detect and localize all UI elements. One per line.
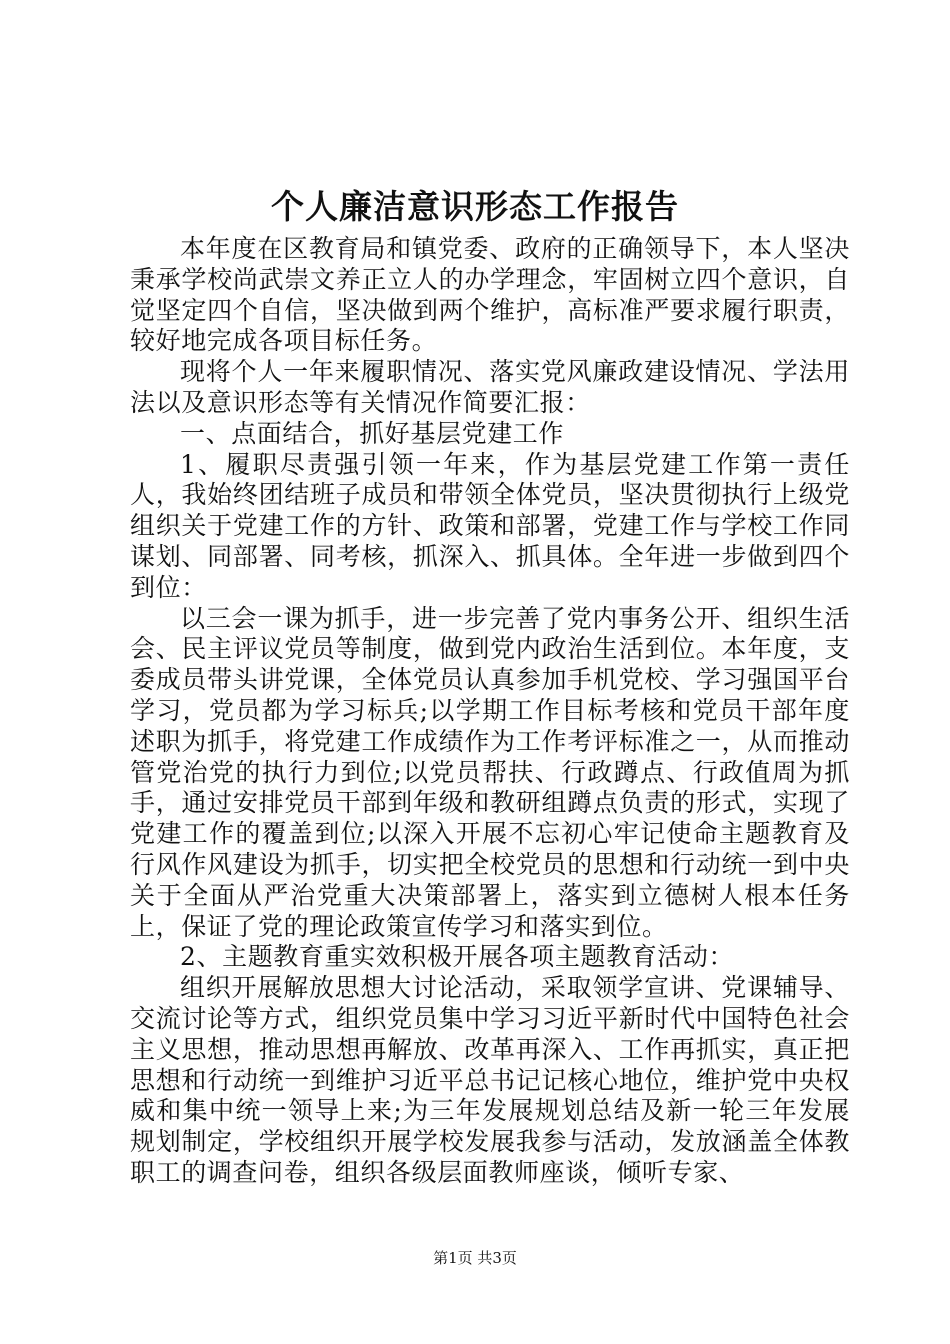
- paragraph: 以三会一课为抓手，进一步完善了党内事务公开、组织生活会、民主评议党员等制度，做到党内政治生活到位。本年度，支委成员带头讲党课，全体党员认真参加手机党校、学习强国平台学习，党员都为学习标兵;以学期工作目标考核和党员干部年度述职为抓手，将党建工作成绩作为工作考评标准之一，从而推动管党治党的执行力到位;以党员帮扶、行政蹲点、行政值周为抓手，通过安排党员干部到年级和教研组蹲点负责的形式，实现了党建工作的覆盖到位;以深入开展不忘初心牢记使命主题教育及行风作风建设为抓手，切实把全校党员的思想和行动统一到中央关于全面从严治党重大决策部署上，落实到立德树人根本任务上，保证了党的理论政策宣传学习和落实到位。: [130, 603, 850, 941]
- page-number: 第1页 共3页: [433, 1249, 517, 1267]
- paragraph: 2、主题教育重实效积极开展各项主题教育活动：: [180, 942, 735, 972]
- paragraph: 本年度在区教育局和镇党委、政府的正确领导下，本人坚决秉承学校尚武崇文养正立人的办学理念，牢固树立四个意识，自觉坚定四个自信，坚决做到两个维护，高标准严要求履行职责，较好地完成各项目标任务。: [130, 234, 850, 356]
- paragraph: 组织开展解放思想大讨论活动，采取领学宣讲、党课辅导、交流讨论等方式，组织党员集中学习习近平新时代中国特色社会主义思想，推动思想再解放、改革再深入、工作再抓实，真正把思想和行动统一到维护习近平总书记记核心地位，维护党中央权威和集中统一领导上来;为三年发展规划总结及新一轮三年发展规划制定，学校组织开展学校发展我参与活动，发放涵盖全体教职工的调查问卷，组织各级层面教师座谈，倾听专家、: [130, 973, 850, 1187]
- section-heading: 一、点面结合，抓好基层党建工作: [180, 418, 565, 448]
- paragraph: 现将个人一年来履职情况、落实党风廉政建设情况、学法用法以及意识形态等有关情况作简要汇报：: [130, 357, 850, 417]
- paragraph: 1、履职尽责强引领一年来，作为基层党建工作第一责任人，我始终团结班子成员和带领全体党员，坚决贯彻执行上级党组织关于党建工作的方针、政策和部署，党建工作与学校工作同谋划、同部署、同考核，抓深入、抓具体。全年进一步做到四个到位：: [130, 449, 850, 602]
- document-title: 个人廉洁意识形态工作报告: [271, 187, 679, 226]
- document-body: [130, 234, 850, 1189]
